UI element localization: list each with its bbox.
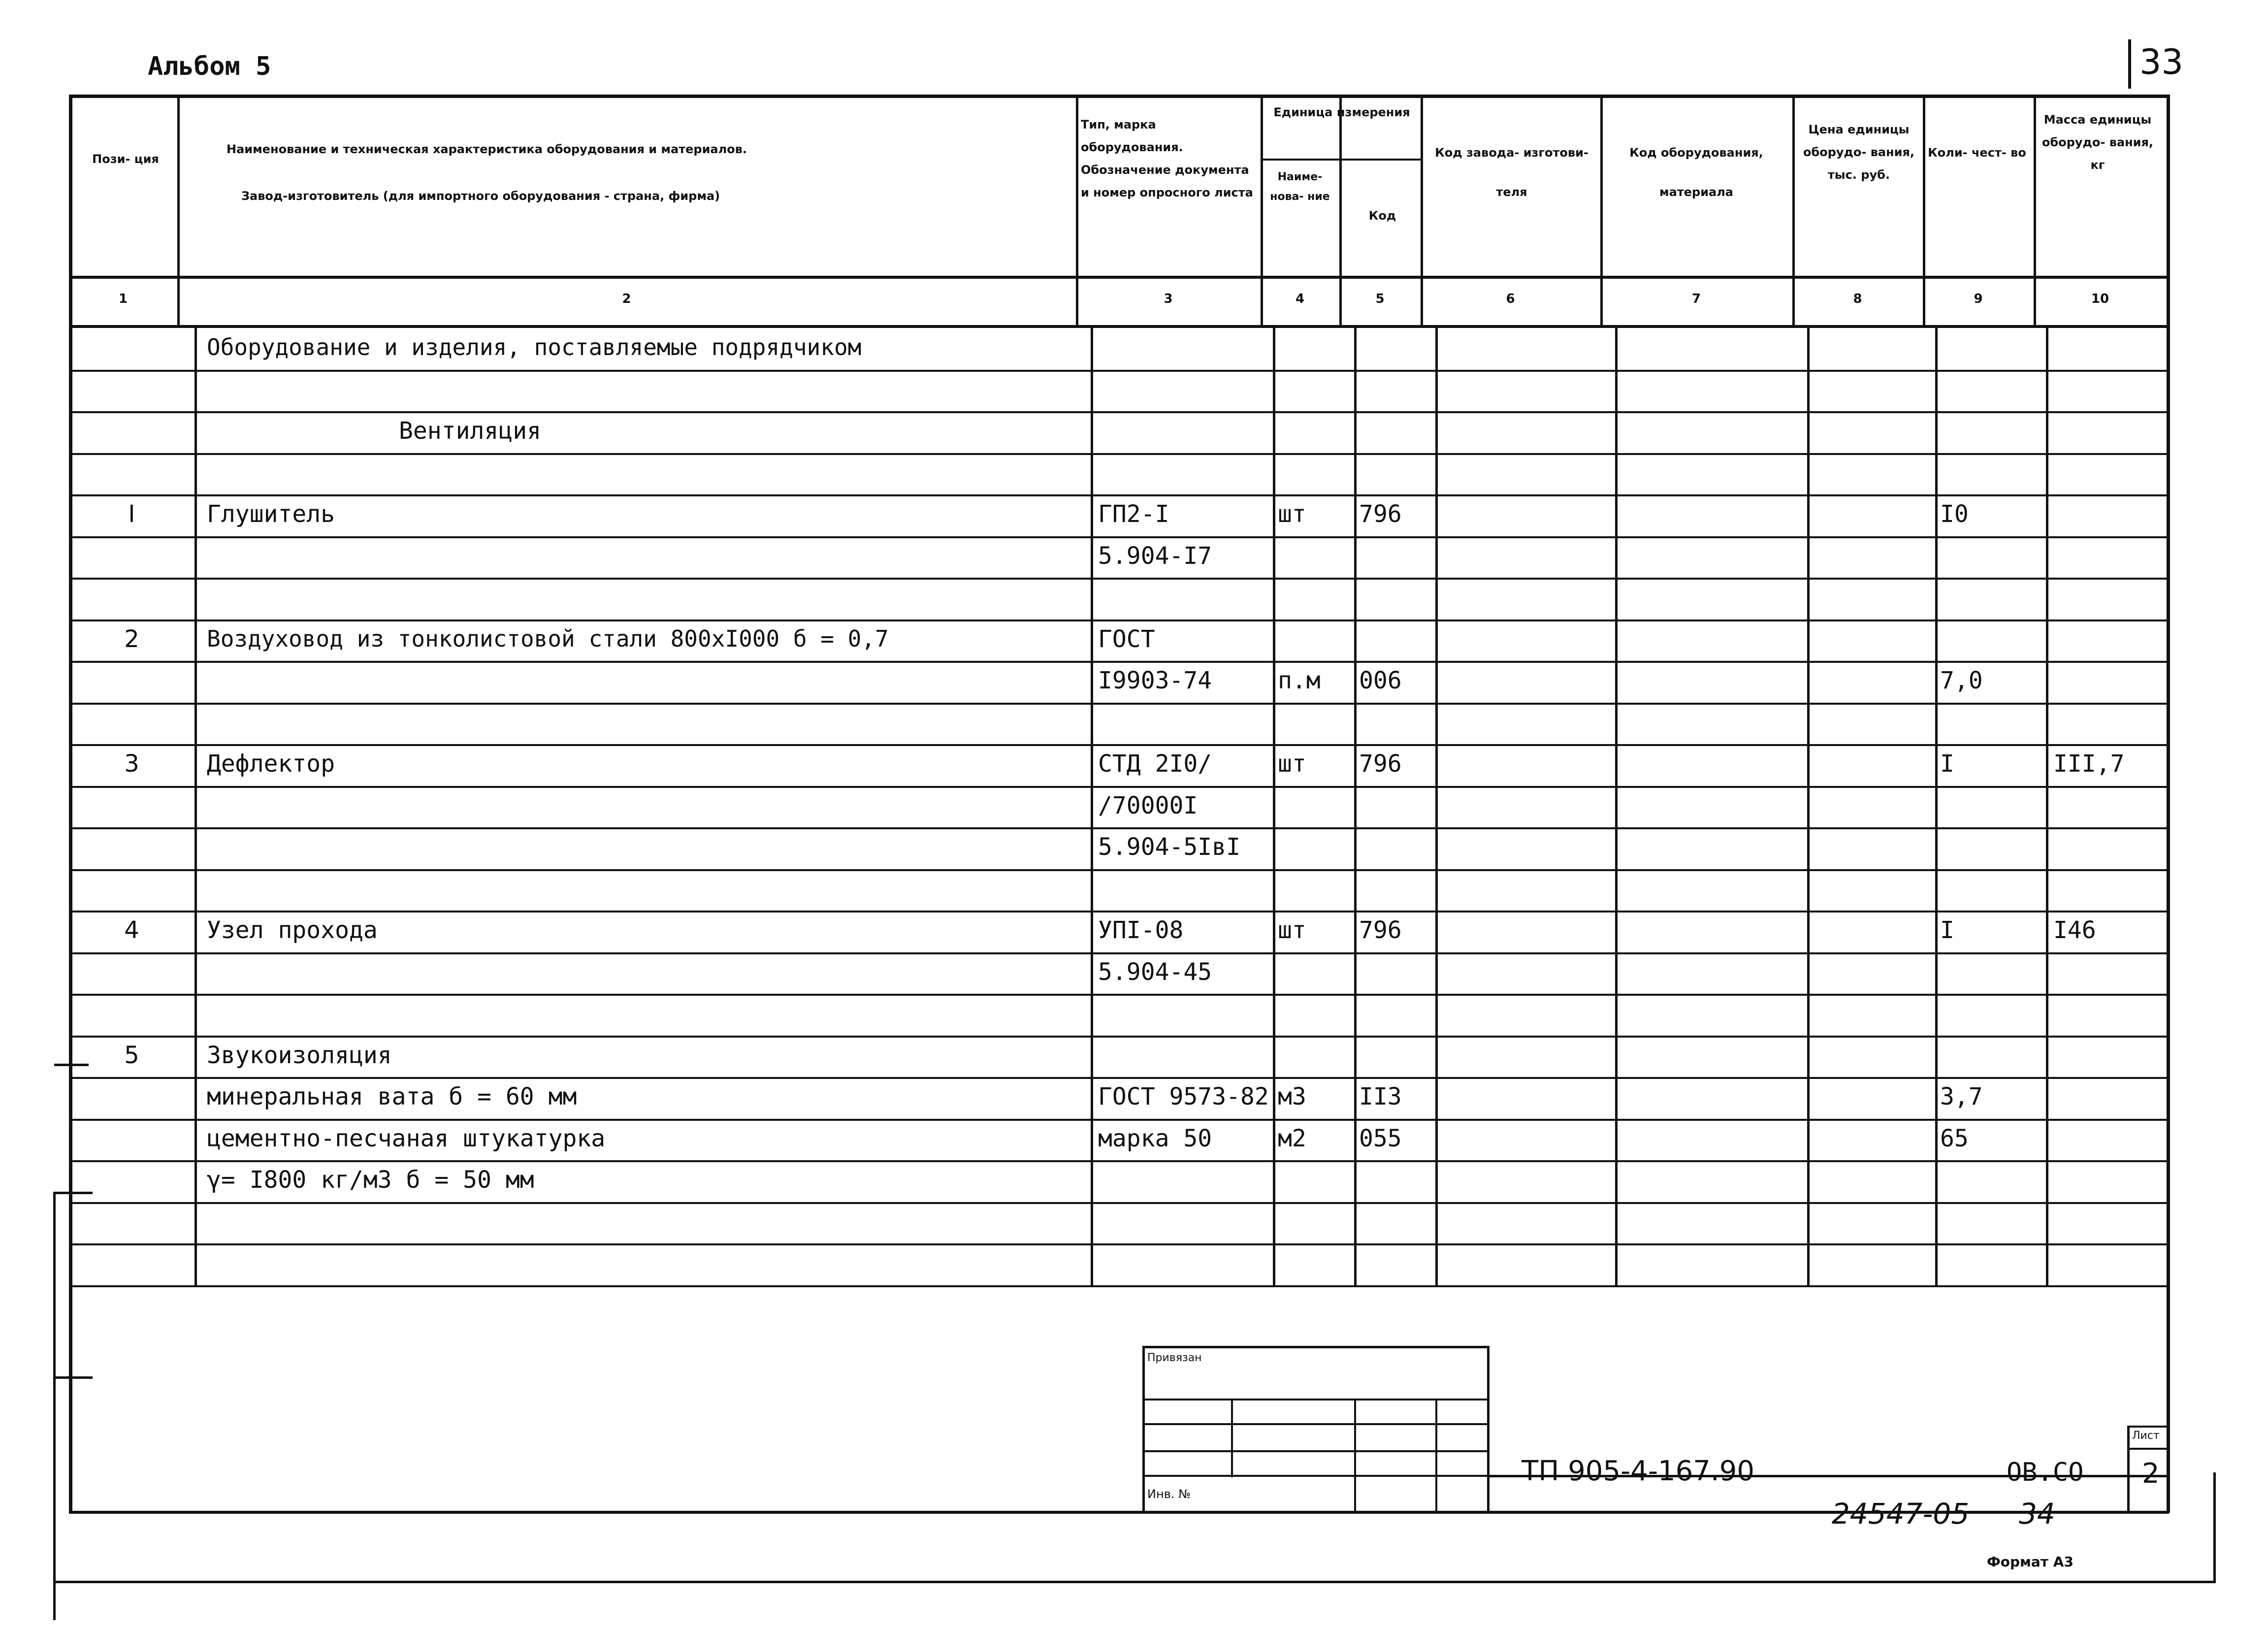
unit-code-cell: II3 xyxy=(1359,1083,1402,1110)
name-cell: Звукоизоляция xyxy=(207,1042,392,1069)
row-divider xyxy=(69,370,2169,372)
binding-mark xyxy=(54,1064,89,1066)
mass-cell: I46 xyxy=(2053,916,2096,944)
type-cell: 5.904-45 xyxy=(1098,958,1212,986)
page-number: 33 xyxy=(2139,42,2184,82)
row-divider xyxy=(69,869,2169,871)
header-name-line1: Наименование и техническая характеристика оборудования и материалов. xyxy=(227,142,747,156)
row-divider xyxy=(69,1160,2169,1162)
column-number: 2 xyxy=(622,292,631,306)
row-divider xyxy=(69,661,2169,663)
row-divider xyxy=(69,1119,2169,1121)
type-cell: марка 50 xyxy=(1098,1125,1212,1152)
header-name-line2: Завод-изготовитель (для импортного оборудования - страна, фирма) xyxy=(241,189,720,203)
column-divider xyxy=(1339,159,1342,279)
header-quantity: Коли- чест- во xyxy=(1928,146,2026,160)
mass-cell: III,7 xyxy=(2053,750,2125,778)
position-cell: 5 xyxy=(124,1042,139,1069)
unit-code-cell: 006 xyxy=(1359,667,1402,694)
section-code: ОВ.СО xyxy=(2007,1458,2084,1487)
page-number-bracket xyxy=(2128,39,2131,89)
header-factory-code: Код завода- изготови- теля xyxy=(1435,146,1588,199)
row-divider xyxy=(69,411,2169,413)
row-divider xyxy=(69,1077,2169,1079)
handwritten-number: 24547-05 xyxy=(1832,1497,1970,1530)
type-cell: 5.904-5IвI xyxy=(1098,833,1240,861)
unit-cell: шт xyxy=(1278,500,1306,528)
row-divider xyxy=(69,1285,2169,1287)
row-divider xyxy=(69,1202,2169,1204)
row-divider xyxy=(69,578,2169,580)
row-divider xyxy=(69,453,2169,455)
column-divider xyxy=(1807,328,1810,1287)
header-type: Тип, марка оборудования. Обозначение документа и номер опросного листа xyxy=(1081,118,1253,199)
row-divider xyxy=(69,744,2169,746)
position-cell: 4 xyxy=(124,916,139,944)
header-position: Пози- ция xyxy=(92,152,159,166)
row-divider xyxy=(69,619,2169,621)
row-divider xyxy=(69,994,2169,996)
column-number: 3 xyxy=(1164,292,1173,306)
type-cell: УПI-08 xyxy=(1098,916,1184,944)
name-cell: Воздуховод из тонколистовой стали 800хI000 б = 0,7 xyxy=(207,625,889,652)
unit-code-cell: 796 xyxy=(1359,750,1402,778)
unit-code-cell: 796 xyxy=(1359,916,1402,944)
row-divider xyxy=(69,786,2169,788)
sheet-number: 2 xyxy=(2142,1458,2160,1490)
column-divider xyxy=(194,328,197,1287)
column-number: 10 xyxy=(2091,292,2109,306)
binding-strip xyxy=(53,1192,56,1620)
unit-code-cell: 055 xyxy=(1359,1125,1402,1152)
column-divider xyxy=(1273,328,1275,1287)
name-cell: γ= I800 кг/м3 б = 50 мм xyxy=(207,1166,534,1194)
unit-cell: м3 xyxy=(1278,1083,1306,1110)
column-divider xyxy=(1615,328,1618,1287)
stamp-inv: Инв. № xyxy=(1147,1487,1191,1501)
column-number: 9 xyxy=(1974,292,1983,306)
name-cell: Узел прохода xyxy=(207,916,378,944)
outer-frame xyxy=(53,1581,2215,1583)
position-cell: 3 xyxy=(124,750,139,778)
quantity-cell: 65 xyxy=(1940,1125,1969,1152)
row-divider xyxy=(69,827,2169,829)
type-cell: ГОСТ xyxy=(1098,625,1155,653)
column-divider xyxy=(1935,328,1938,1287)
type-cell: /70000I xyxy=(1098,792,1198,819)
format-label: Формат А3 xyxy=(1987,1554,2074,1570)
unit-code-cell: 796 xyxy=(1359,500,1402,528)
document-code: ТП 905-4-167.90 xyxy=(1522,1455,1754,1487)
header-mass: Масса единицы оборудо- вания, кг xyxy=(2041,113,2154,172)
album-label: Альбом 5 xyxy=(148,52,271,81)
row-divider xyxy=(69,494,2169,496)
position-cell: I xyxy=(128,500,135,528)
type-cell: I9903-74 xyxy=(1098,667,1212,694)
header-equipment-code: Код оборудования, материала xyxy=(1629,146,1763,199)
type-cell: ГОСТ 9573-82 xyxy=(1098,1083,1269,1110)
column-number: 8 xyxy=(1853,292,1862,306)
unit-cell: шт xyxy=(1278,750,1306,778)
name-cell: минеральная вата б = 60 мм xyxy=(207,1083,577,1110)
type-cell: ГП2-I xyxy=(1098,500,1169,528)
type-cell: 5.904-I7 xyxy=(1098,542,1212,570)
column-divider xyxy=(1435,328,1438,1287)
header-unit-group: Единица измерения xyxy=(1273,105,1410,119)
handwritten-page: 34 xyxy=(2019,1497,2055,1530)
column-number: 6 xyxy=(1506,292,1515,306)
row-divider xyxy=(69,703,2169,705)
row-divider xyxy=(69,1036,2169,1038)
quantity-cell: I xyxy=(1940,750,1954,778)
header-unit-name: Наиме- нова- ние xyxy=(1270,171,1330,203)
column-number: 5 xyxy=(1375,292,1385,306)
quantity-cell: 7,0 xyxy=(1940,667,1983,694)
unit-cell: шт xyxy=(1278,916,1306,944)
quantity-cell: 3,7 xyxy=(1940,1083,1983,1110)
name-cell: цементно-песчаная штукатурка xyxy=(207,1125,606,1152)
row-divider xyxy=(69,536,2169,538)
column-number: 7 xyxy=(1691,292,1701,306)
header-unit-code: Код xyxy=(1368,209,1396,223)
column-number: 4 xyxy=(1295,292,1305,306)
position-cell: 2 xyxy=(124,625,139,653)
quantity-cell: I xyxy=(1940,916,1954,944)
row-divider xyxy=(69,911,2169,912)
header-price: Цена единицы оборудо- вания, тыс. руб. xyxy=(1803,123,1915,182)
name-cell: Оборудование и изделия, поставляемые подрядчиком xyxy=(207,334,862,360)
column-divider xyxy=(2046,328,2048,1287)
unit-cell: п.м xyxy=(1278,667,1321,694)
row-divider xyxy=(69,952,2169,954)
column-number: 1 xyxy=(118,292,128,306)
column-divider xyxy=(1354,328,1357,1287)
column-divider xyxy=(1091,328,1093,1287)
type-cell: СТД 2I0/ xyxy=(1098,750,1212,778)
name-cell: Глушитель xyxy=(207,500,335,528)
sheet-label: Лист xyxy=(2132,1430,2160,1442)
stamp-privyazan: Привязан xyxy=(1147,1352,1202,1364)
unit-cell: м2 xyxy=(1278,1125,1306,1152)
quantity-cell: I0 xyxy=(1940,500,1969,528)
row-divider xyxy=(69,1243,2169,1245)
name-cell: Дефлектор xyxy=(207,750,335,778)
name-cell: Вентиляция xyxy=(399,417,541,445)
